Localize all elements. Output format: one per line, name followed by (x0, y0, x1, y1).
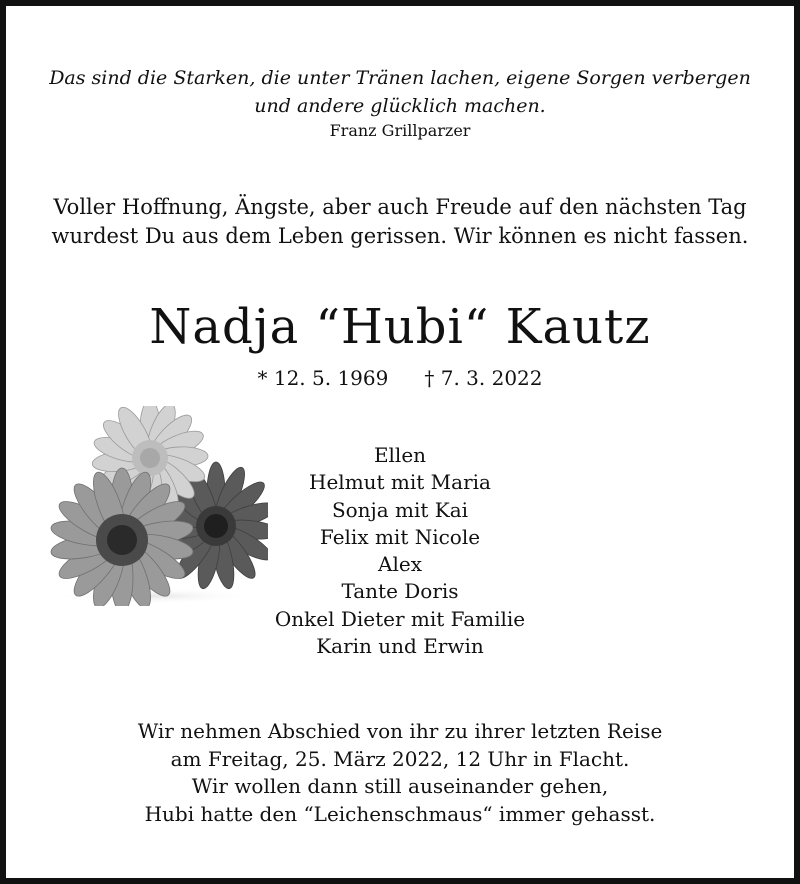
mourners-list (6, 442, 794, 660)
list-item: Felix mit Nicole (319, 524, 481, 549)
quote (6, 64, 794, 120)
list-item: Helmut mit Maria (309, 470, 491, 495)
closing-line-2: am Freitag, 25. März 2022, 12 Uhr in Flacht. (170, 746, 630, 771)
closing-text (6, 718, 794, 828)
birth-date: * 12. 5. 1969 (257, 366, 389, 390)
list-item: Alex (378, 552, 422, 577)
closing-line-4: Hubi hatte den “Leichenschmaus“ immer gehasst. (144, 801, 656, 826)
intro-text (6, 193, 794, 251)
quote-author: Franz Grillparzer (329, 121, 471, 140)
list-item: Karin und Erwin (316, 634, 484, 659)
intro-line-1: Voller Hoffnung, Ängste, aber auch Freude auf den nächsten Tag (53, 195, 747, 219)
list-item: Tante Doris (341, 579, 459, 604)
life-dates (6, 364, 794, 392)
list-item: Ellen (373, 443, 427, 467)
closing-line-3: Wir wollen dann still auseinander gehen, (191, 774, 609, 798)
death-date: † 7. 3. 2022 (424, 366, 543, 390)
quote-line-1: Das sind die Starken, die unter Tränen lachen, eigene Sorgen verbergen (49, 67, 751, 89)
intro-line-2: wurdest Du aus dem Leben gerissen. Wir können es nicht fassen. (51, 224, 749, 248)
list-item: Sonja mit Kai (331, 497, 469, 522)
list-item: Onkel Dieter mit Familie (274, 606, 526, 631)
closing-line-1: Wir nehmen Abschied von ihr zu ihrer letzten Reise (137, 719, 663, 743)
quote-line-2: und andere glücklich machen. (254, 95, 546, 117)
deceased-name: Nadja “Hubi“ Kautz (149, 299, 651, 355)
